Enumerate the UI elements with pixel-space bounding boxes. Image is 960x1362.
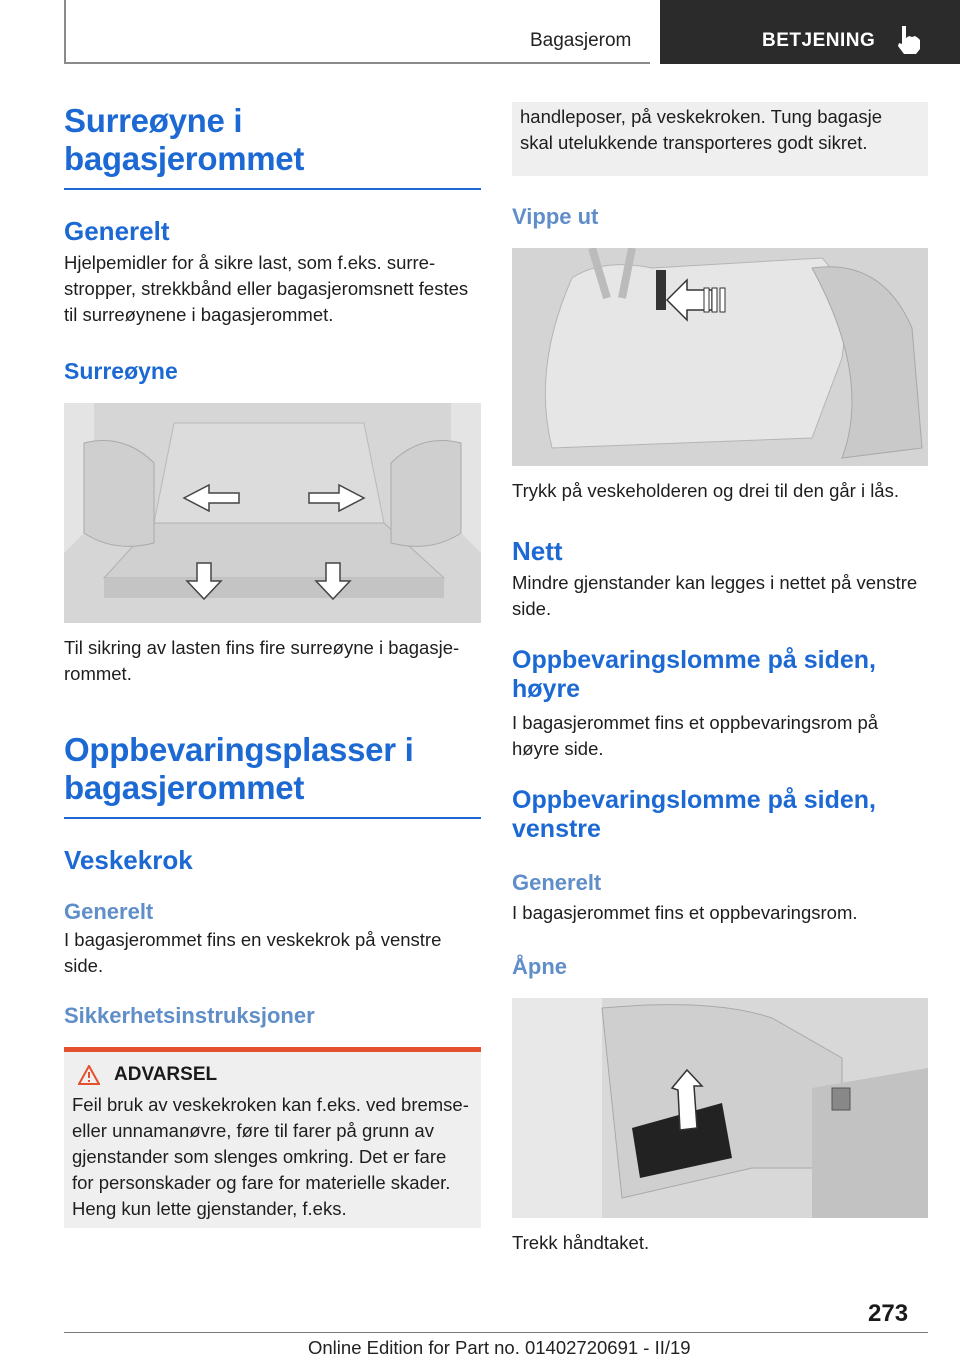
heading-general: Generelt <box>64 216 170 246</box>
right-column <box>512 102 928 1256</box>
subheading-general-right: Generelt <box>512 870 602 895</box>
warning-triangle-icon <box>78 1065 100 1085</box>
trunk-illustration <box>64 403 481 623</box>
hand-pointer-icon <box>892 22 926 56</box>
title-rule <box>64 188 481 190</box>
warning-title: ADVARSEL <box>114 1064 218 1085</box>
title-rule-2 <box>64 817 481 819</box>
header-divider-left <box>64 0 66 62</box>
paragraph-side-pocket-left: I bagasjerommet fins et oppbevaringsrom. <box>512 902 858 923</box>
warning-continuation <box>512 102 928 176</box>
warning-text: Feil bruk av veskekroken kan f.eks. ved bremse- eller unnamanøvre, føre til farer på grunn av gjenstander som slenges omkring. Det er fare for personskader og fare for materielle skader. Heng kun lette gjenstander, f.eks. <box>72 1094 469 1219</box>
heading-side-pocket-right: Oppbevaringslomme på siden, høyre <box>512 646 876 703</box>
caption-open: Trekk håndtaket. <box>512 1232 650 1253</box>
caption-lashing-eyes: Til sikring av lasten fins fire surreøyne i bagasjerommet. <box>64 637 460 684</box>
heading-bag-hook: Veskekrok <box>64 845 193 875</box>
paragraph-net: Mindre gjenstander kan legges i nettet på venstre side. <box>512 572 918 619</box>
caption-fold-out: Trykk på veskeholderen og drei til den går i lås. <box>512 480 899 501</box>
warning-box <box>64 1047 481 1228</box>
side-pocket-image <box>512 998 928 1218</box>
subheading-open: Åpne <box>512 954 567 979</box>
header-divider-bottom <box>64 62 650 64</box>
heading-lashing-eyes: Surreøyne <box>64 358 178 384</box>
bag-hook-image <box>512 248 928 466</box>
subheading-general: Generelt <box>64 899 154 924</box>
footer-rule <box>64 1332 928 1333</box>
paragraph-general: Hjelpemidler for å sikre last, som f.eks. surrestropper, strekkbånd eller bagasjeromsnett festes til surreøynene i bagasjerommet. <box>64 252 469 325</box>
header-chapter-tab <box>660 0 960 64</box>
warning-text-continued: handleposer, på veskekroken. Tung bagasje skal utelukkende transporteres godt sikret. <box>520 106 883 153</box>
footer-edition: Online Edition for Part no. 01402720691 - II/19 <box>308 1337 691 1358</box>
header-chapter-title: BETJENING <box>762 30 876 51</box>
page-number: 273 <box>868 1300 909 1327</box>
heading-side-pocket-left: Oppbevaringslomme på siden, venstre <box>512 786 876 843</box>
heading-net: Nett <box>512 536 563 566</box>
header-section-title: Bagasjerom <box>530 30 632 51</box>
side-pocket-illustration <box>512 998 928 1218</box>
paragraph-bag-hook: I bagasjerommet fins en veskekrok på venstre side. <box>64 929 442 976</box>
subheading-safety: Sikkerhetsinstruksjoner <box>64 1003 315 1028</box>
left-column <box>64 102 481 1228</box>
subheading-fold-out: Vippe ut <box>512 204 599 229</box>
trunk-lashing-eyes-image <box>64 403 481 623</box>
warning-header <box>72 1064 473 1086</box>
warning-content <box>64 1052 481 1228</box>
page-title-storage: Oppbevaringsplasser i bagasjerommet <box>64 731 414 806</box>
bag-hook-illustration <box>512 248 928 466</box>
page-title-lashing-eyes: Surreøyne i bagasjerommet <box>64 102 305 177</box>
paragraph-side-pocket-right: I bagasjerommet fins et oppbevaringsrom på høyre side. <box>512 712 879 759</box>
